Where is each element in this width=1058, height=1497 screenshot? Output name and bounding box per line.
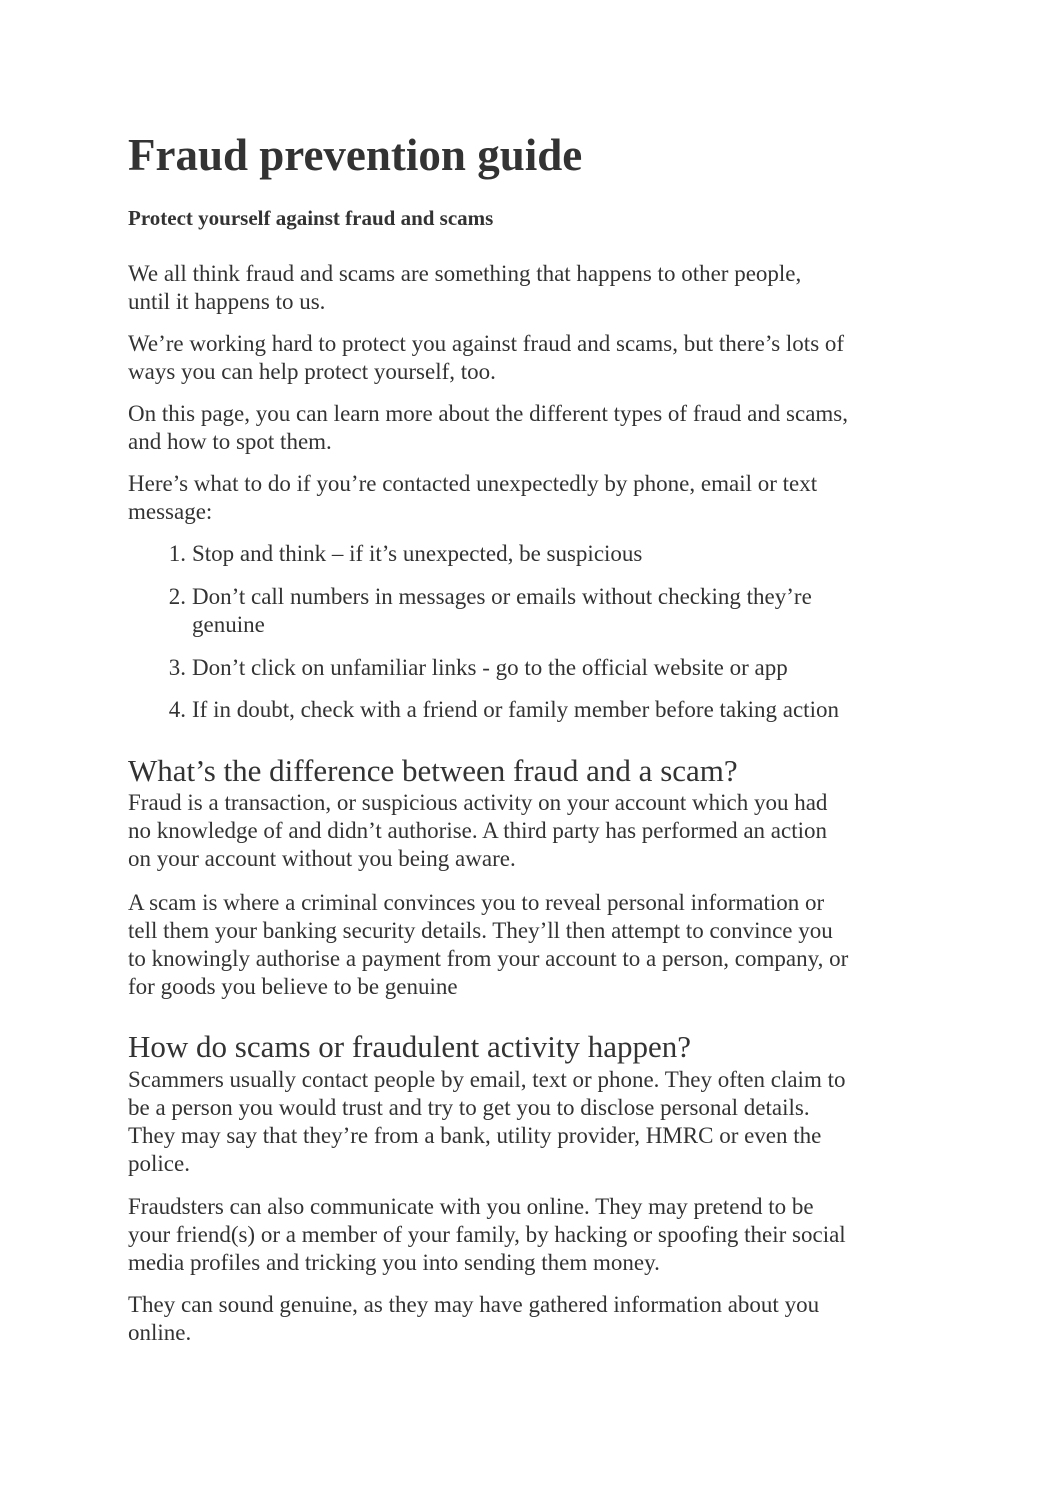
intro-paragraph-2 bbox=[128, 330, 948, 386]
text-line: media profiles and tricking you into sending them money. bbox=[128, 1250, 660, 1275]
text-line: your friend(s) or a member of your family, by hacking or spoofing their social bbox=[128, 1222, 846, 1247]
text-line: message: bbox=[128, 499, 213, 524]
text-line: Don’t call numbers in messages or emails without checking they’re bbox=[192, 584, 812, 609]
text-line: We’re working hard to protect you against fraud and scams, but there’s lots of bbox=[128, 331, 845, 356]
text-line: for goods you believe to be genuine bbox=[128, 974, 458, 999]
text-line: to knowingly authorise a payment from your account to a person, company, or bbox=[128, 946, 849, 971]
text-line: They may say that they’re from a bank, utility provider, HMRC or even the bbox=[128, 1123, 822, 1148]
text-line: Scammers usually contact people by email, text or phone. They often claim to bbox=[128, 1067, 846, 1092]
section1-paragraph-1 bbox=[128, 789, 948, 873]
text-line: until it happens to us. bbox=[128, 289, 326, 314]
section-heading: What’s the difference between fraud and a scam? bbox=[128, 753, 738, 788]
step-number: 4. bbox=[168, 697, 186, 722]
section2-paragraph-2 bbox=[128, 1193, 948, 1277]
text-line: Here’s what to do if you’re contacted unexpectedly by phone, email or text bbox=[128, 471, 818, 496]
text-line: no knowledge of and didn’t authorise. A third party has performed an action bbox=[128, 818, 827, 843]
section-heading: How do scams or fraudulent activity happen? bbox=[128, 1029, 691, 1064]
text-line: ways you can help protect yourself, too. bbox=[128, 359, 496, 384]
page-title: Fraud prevention guide bbox=[128, 130, 583, 180]
text-line: Fraud is a transaction, or suspicious activity on your account which you had bbox=[128, 790, 828, 815]
section1-paragraph-2 bbox=[128, 889, 948, 1001]
text-line: Don’t click on unfamiliar links - go to the official website or app bbox=[192, 655, 788, 680]
section2-paragraph-3 bbox=[128, 1291, 948, 1347]
step-number: 3. bbox=[168, 655, 186, 680]
step-number: 1. bbox=[168, 541, 186, 566]
step-number: 2. bbox=[168, 584, 186, 609]
intro-paragraph-1 bbox=[128, 260, 948, 316]
text-line: on your account without you being aware. bbox=[128, 846, 516, 871]
page-subtitle: Protect yourself against fraud and scams bbox=[128, 206, 494, 230]
text-line: We all think fraud and scams are something that happens to other people, bbox=[128, 261, 802, 286]
text-line: online. bbox=[128, 1320, 192, 1345]
text-line: tell them your banking security details. They’ll then attempt to convince you bbox=[128, 918, 833, 943]
section2-paragraph-1 bbox=[128, 1066, 948, 1178]
text-line: Fraudsters can also communicate with you online. They may pretend to be bbox=[128, 1194, 814, 1219]
text-line: Stop and think – if it’s unexpected, be suspicious bbox=[192, 541, 643, 566]
text-line: genuine bbox=[192, 612, 265, 637]
intro-paragraph-4 bbox=[128, 470, 948, 526]
text-line: be a person you would trust and try to get you to disclose personal details. bbox=[128, 1095, 810, 1120]
text-line: They can sound genuine, as they may have gathered information about you bbox=[128, 1292, 820, 1317]
text-line: If in doubt, check with a friend or family member before taking action bbox=[192, 697, 839, 722]
text-line: police. bbox=[128, 1151, 190, 1176]
text-line: On this page, you can learn more about the different types of fraud and scams, bbox=[128, 401, 849, 426]
intro-paragraph-3 bbox=[128, 400, 948, 456]
text-line: and how to spot them. bbox=[128, 429, 332, 454]
text-line: A scam is where a criminal convinces you to reveal personal information or bbox=[128, 890, 825, 915]
